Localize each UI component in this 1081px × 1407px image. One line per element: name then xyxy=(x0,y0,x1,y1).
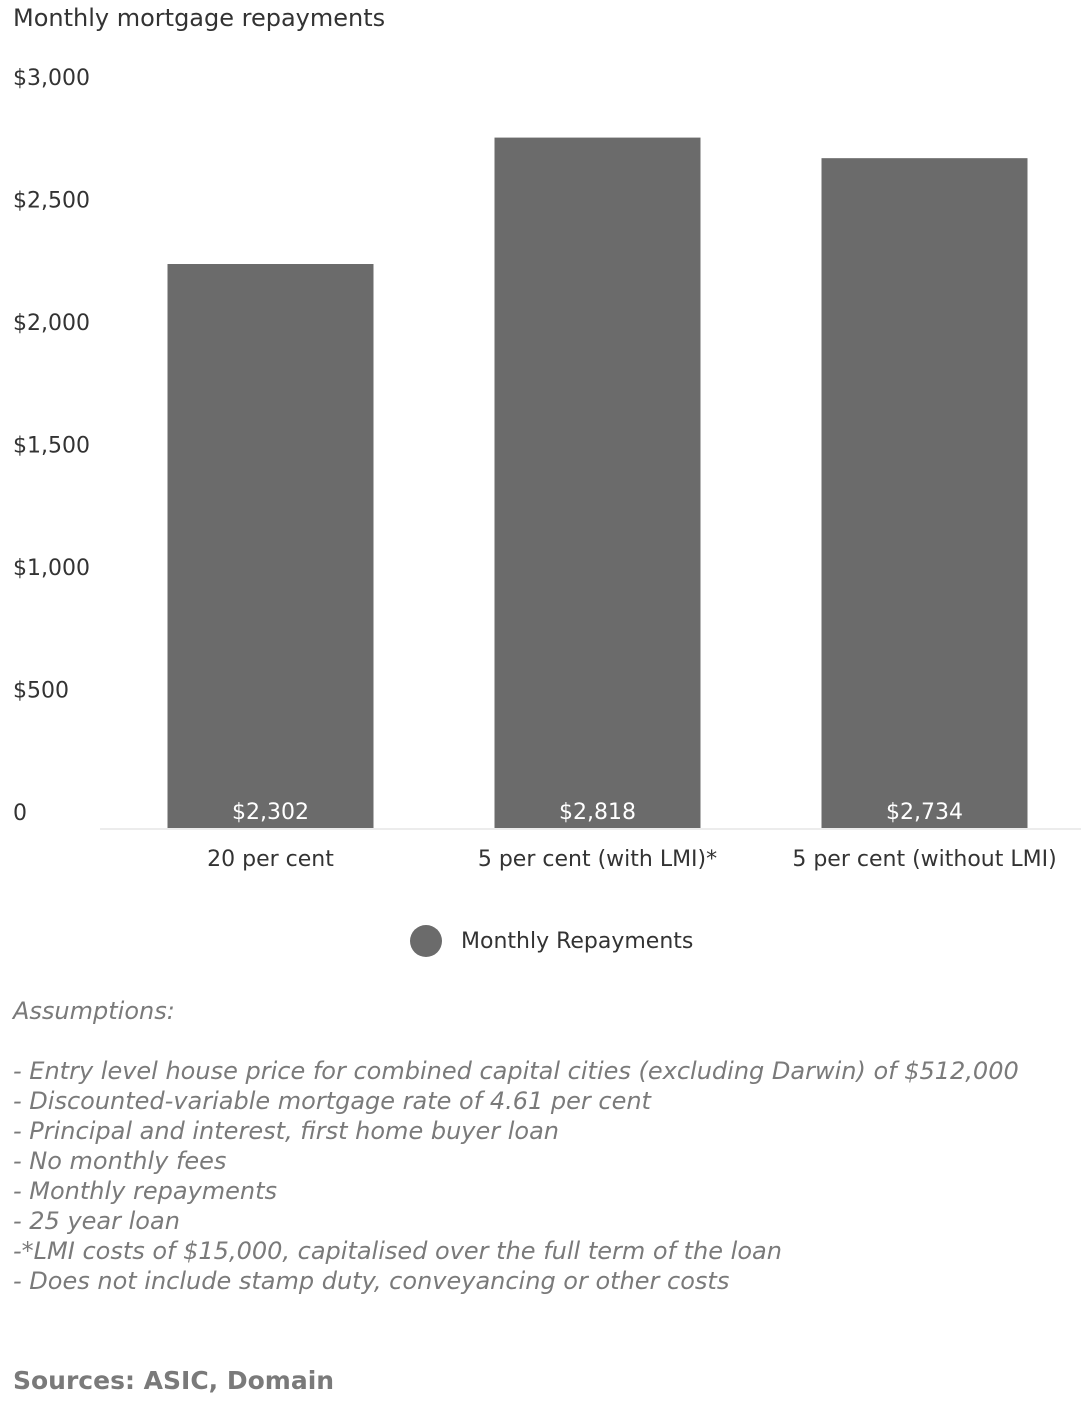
assumption-item: - Discounted-variable mortgage rate of 4.61 per cent xyxy=(13,1087,651,1115)
y-tick-label: $500 xyxy=(13,678,69,704)
x-axis-ticks xyxy=(207,847,1057,872)
bar-data-label: $2,818 xyxy=(559,800,636,825)
assumption-item: - 25 year loan xyxy=(13,1207,180,1235)
y-tick-label: 0 xyxy=(13,801,27,826)
x-tick-label: 20 per cent xyxy=(207,847,334,872)
assumption-item: - Entry level house price for combined capital cities (excluding Darwin) of $512,000 xyxy=(13,1057,1019,1085)
y-tick-label: $2,500 xyxy=(13,188,90,214)
legend-swatch-monthly-repayments xyxy=(410,925,442,957)
y-tick-label: $2,000 xyxy=(13,311,90,336)
assumption-item: - No monthly fees xyxy=(13,1147,227,1175)
sources-line: Sources: ASIC, Domain xyxy=(13,1366,335,1395)
bar[interactable] xyxy=(168,264,374,828)
legend-label-monthly-repayments: Monthly Repayments xyxy=(461,928,694,954)
y-tick-label: $1,500 xyxy=(13,433,90,459)
bar-data-label: $2,302 xyxy=(232,800,309,825)
y-tick-label: $1,000 xyxy=(13,556,90,581)
assumptions-list xyxy=(13,1056,1063,1296)
x-tick-label: 5 per cent (without LMI) xyxy=(792,847,1057,872)
bar[interactable] xyxy=(822,158,1028,828)
assumption-item: - Principal and interest, first home buyer loan xyxy=(13,1117,560,1145)
assumption-item: - Does not include stamp duty, conveyancing or other costs xyxy=(13,1267,730,1295)
assumptions-notes xyxy=(13,996,1063,1296)
assumption-item: - Monthly repayments xyxy=(13,1177,278,1205)
assumption-item: -*LMI costs of $15,000, capitalised over the full term of the loan xyxy=(13,1237,782,1265)
legend[interactable] xyxy=(410,924,693,958)
assumptions-heading: Assumptions: xyxy=(13,997,175,1025)
bar-data-label: $2,734 xyxy=(886,800,963,825)
bars xyxy=(168,138,1028,828)
y-axis-ticks xyxy=(13,66,90,826)
x-tick-label: 5 per cent (with LMI)* xyxy=(477,847,718,872)
bar[interactable] xyxy=(495,138,701,828)
chart-title: Monthly mortgage repayments xyxy=(13,4,386,32)
y-tick-label: $3,000 xyxy=(13,66,90,91)
